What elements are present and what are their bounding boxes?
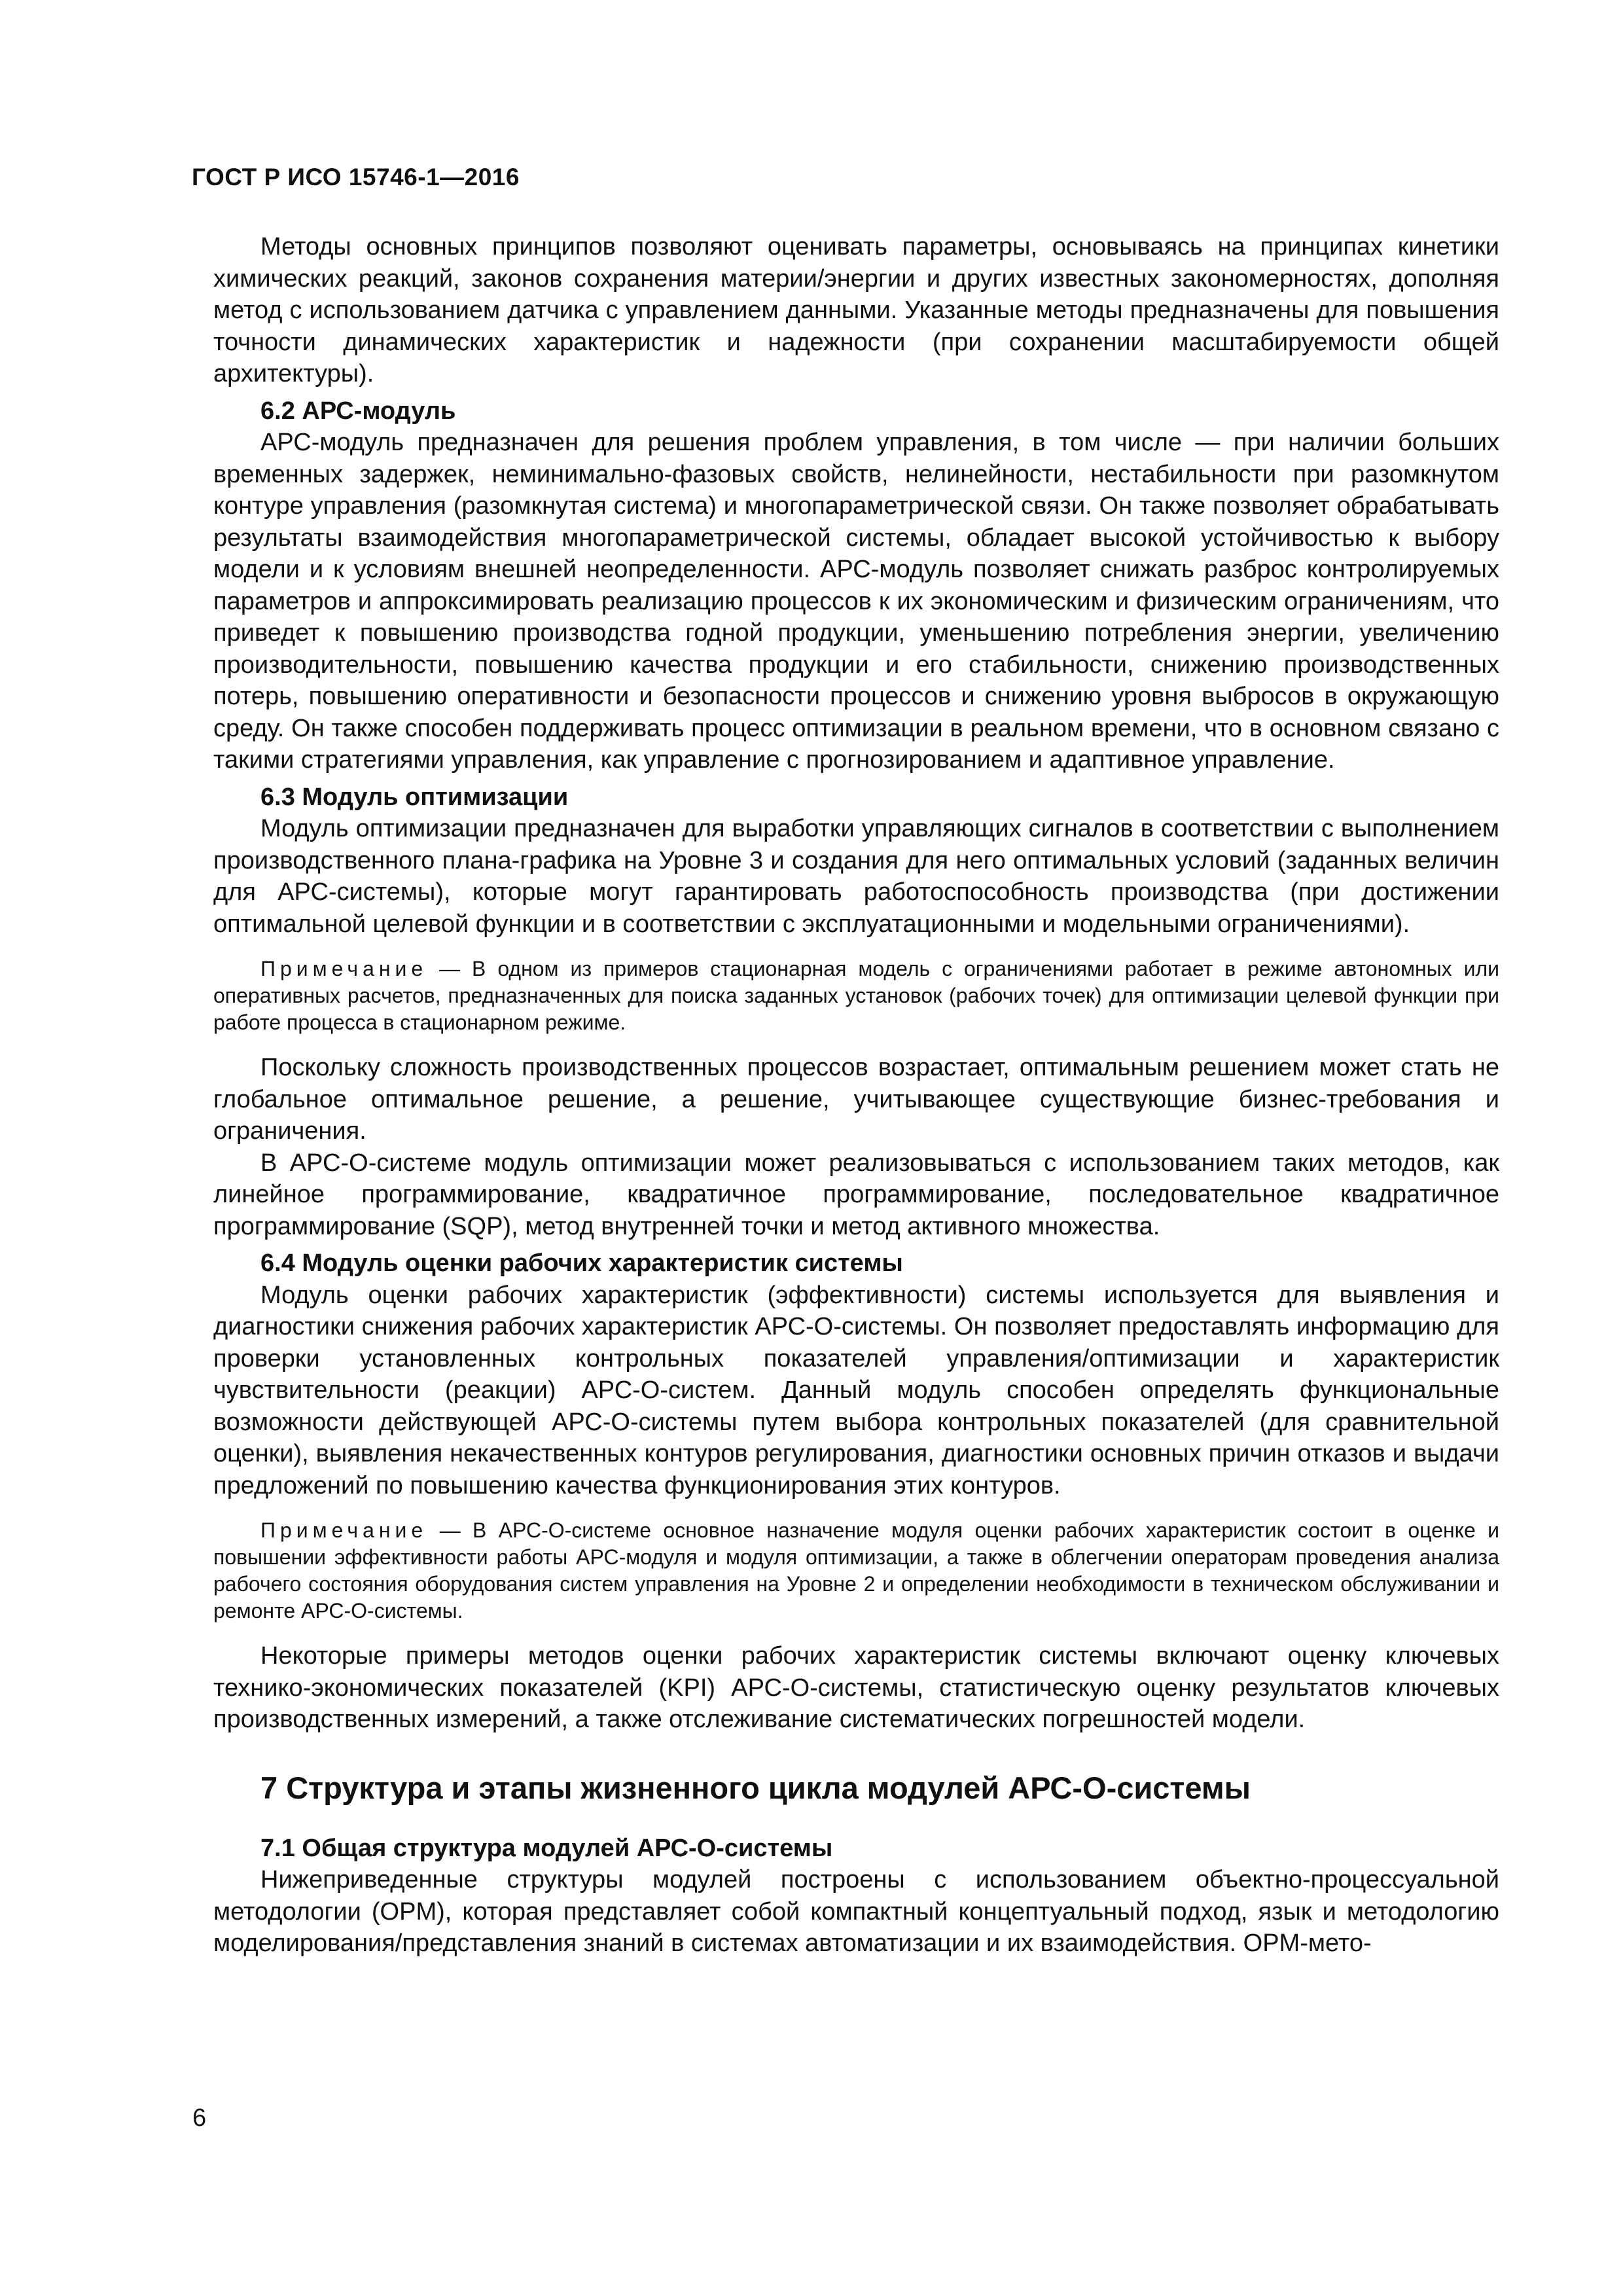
section-heading-6-2: 6.2 АРС-модуль: [260, 397, 456, 425]
paragraph-6-4: Модуль оценки рабочих характеристик (эффективности) системы используется для выявления и диагностики снижения рабочих характеристик АРС-О-системы. Он позволяет предоставлять информацию для проверки установленных контрольных показателей управления/оптимизации и характеристик чувствительности (реакции) АРС-О-систем. Данный модуль способен определять функциональные возможности действующей АРС-О-системы путем выбора контрольных показателей (для сравнительной оценки), выявления некачественных контуров регулирования, диагностики основных причин отказов и выдачи предложений по повышению качества функционирования этих контуров.: [213, 1281, 1499, 1499]
note-6-3: [213, 956, 1499, 1036]
paragraph-6-2: АРС-модуль предназначен для решения проблем управления, в том числе — при наличии больших временных задержек, неминимально-фазовых свойств, нелинейности, нестабильности при разомкнутом контуре управления (разомкнутая система) и многопараметрической связи. Он также позволяет обрабатывать результаты взаимодействия многопараметрической системы, обладает высокой устойчивостью к выбору модели и к условиям внешней неопределенности. АРС-модуль позволяет снижать разброс контролируемых параметров и аппроксимировать реализацию процессов к их экономическим и физическим ограничениям, что приведет к повышению производства годной продукции, уменьшению потребления энергии, увеличению производительности, повышению качества продукции и его стабильности, снижению производственных потерь, повышению оперативности и безопасности процессов и снижению уровня выбросов в окружающую среду. Он также способен поддерживать процесс оптимизации в реальном времени, что в основном связано с такими стратегиями управления, как управление с прогнозированием и адаптивное управление.: [213, 429, 1499, 774]
paragraph-6-3: Модуль оптимизации предназначен для выработки управляющих сигналов в соответствии с выполнением производственного плана-графика на Уровне 3 и создания для него оптимальных условий (заданных величин для АРС-системы), которые могут гарантировать работоспособность производства (при достижении оптимальной целевой функции и в соответствии с эксплуатационными и модельными ограничениями).: [213, 815, 1499, 938]
paragraph-6-4-examples: Некоторые примеры методов оценки рабочих характеристик системы включают оценку ключевых технико-экономических показателей (KPI) АРС-О-системы, статистическую оценку результатов ключевых производственных измерений, а также отслеживание систематических погрешностей модели.: [213, 1642, 1499, 1733]
note-text: — В одном из примеров стационарная модель с ограничениями работает в режиме автономных или оперативных расчетов, предназначенных для поиска заданных установок (рабочих точек) для оптимизации целевой функции при работе процесса в стационарном режиме.: [213, 957, 1499, 1034]
page-number: 6: [192, 2104, 207, 2132]
note-label: Примечание: [260, 1518, 428, 1542]
section-heading-7-1: 7.1 Общая структура модулей АРС-О-системы: [260, 1834, 833, 1862]
section-heading-7: 7 Структура и этапы жизненного цикла модулей АРС-О-системы: [260, 1770, 1251, 1805]
paragraph-7-1: Нижеприведенные структуры модулей построены с использованием объектно-процессуальной методологии (OPM), которая представляет собой компактный концептуальный подход, язык и методологию моделирования/представления знаний в системах автоматизации и их взаимодействия. OPM-мето-: [213, 1866, 1499, 1957]
section-heading-6-4: 6.4 Модуль оценки рабочих характеристик системы: [260, 1249, 903, 1277]
paragraph-6-3-complexity: Поскольку сложность производственных процессов возрастает, оптимальным решением может стать не глобальное оптимальное решение, а решение, учитывающее существующие бизнес-требования и ограничения.: [213, 1054, 1499, 1145]
note-label: Примечание: [260, 957, 428, 980]
document-header: ГОСТ Р ИСО 15746-1—2016: [192, 164, 520, 190]
note-text: — В АРС-О-системе основное назначение модуля оценки рабочих характеристик состоит в оценке и повышении эффективности работы АРС-модуля и модуля оптимизации, а также в облегчении операторам проведения анализа рабочего состояния оборудования систем управления на Уровне 2 и определении необходимости в техническом обслуживании и ремонте АРС-О-системы.: [213, 1518, 1499, 1623]
document-body: [213, 231, 1499, 1960]
note-6-4: [213, 1517, 1499, 1624]
paragraph-6-3-methods: В АРС-О-системе модуль оптимизации может реализовываться с использованием таких методов, как линейное программирование, квадратичное программирование, последовательное квадратичное программирование (SQP), метод внутренней точки и метод активного множества.: [213, 1149, 1499, 1240]
paragraph-intro: Методы основных принципов позволяют оценивать параметры, основываясь на принципах кинетики химических реакций, законов сохранения материи/энергии и других известных закономерностях, дополняя метод с использованием датчика с управлением данными. Указанные методы предназначены для повышения точности динамических характеристик и надежности (при сохранении масштабируемости общей архитектуры).: [213, 233, 1499, 387]
section-heading-6-3: 6.3 Модуль оптимизации: [260, 783, 569, 811]
